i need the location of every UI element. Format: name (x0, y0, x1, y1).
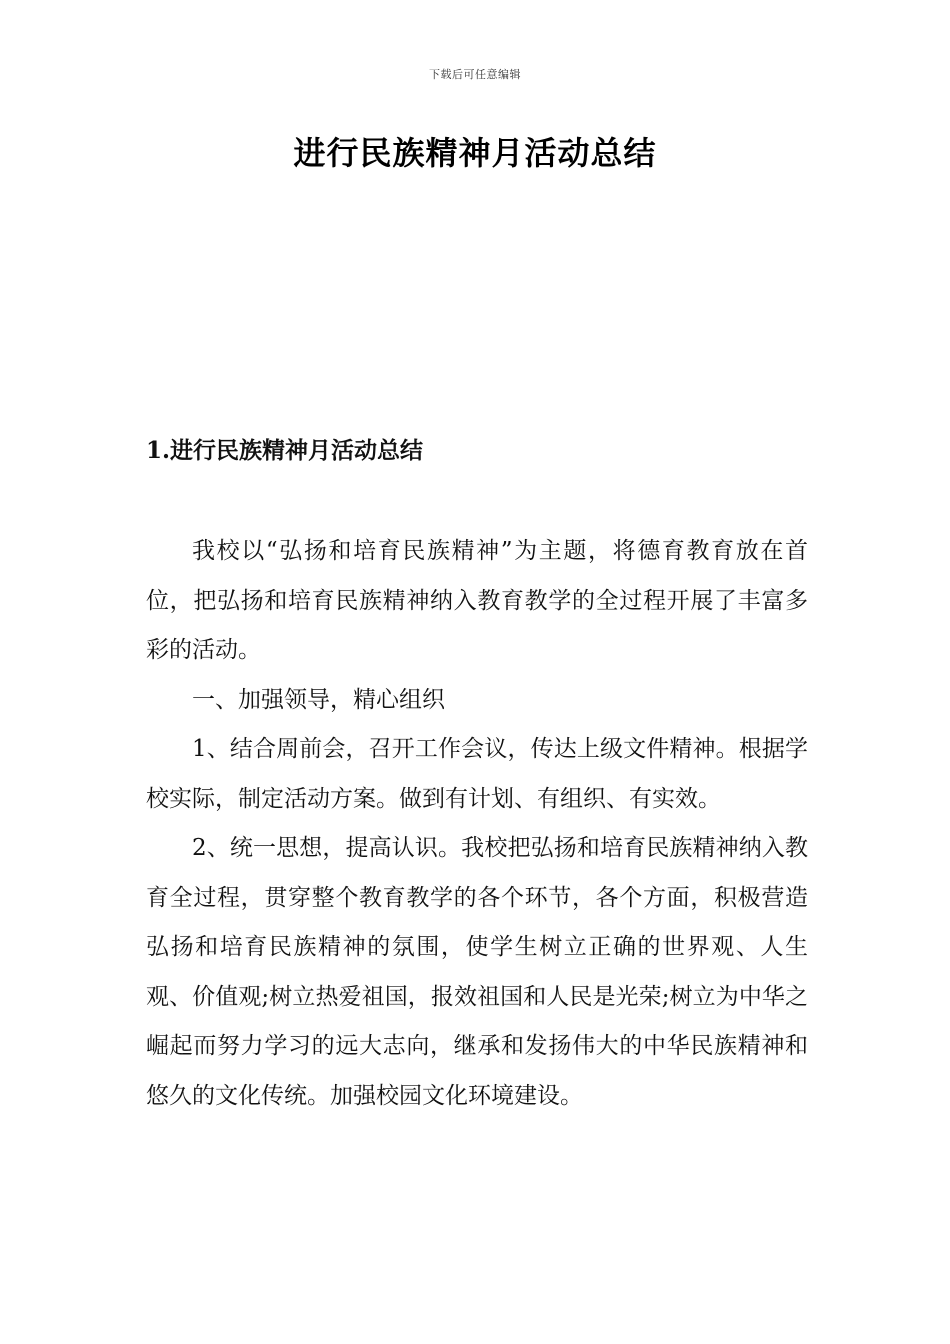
document-body (146, 527, 808, 1121)
document-title: 进行民族精神月活动总结 (293, 134, 657, 172)
section-heading: 1.进行民族精神月活动总结 (146, 437, 424, 464)
point-2-paragraph: 2、统一思想，提高认识。我校把弘扬和培育民族精神纳入教育全过程，贯穿整个教育教学的各个环节，各个方面，积极营造弘扬和培育民族精神的氛围，使学生树立正确的世界观、人生观、价值观;树立热爱祖国，报效祖国和人民是光荣;树立为中华之崛起而努力学习的远大志向，继承和发扬伟大的中华民族精神和悠久的文化传统。加强校园文化环境建设。 (146, 835, 808, 1109)
intro-paragraph: 我校以“弘扬和培育民族精神”为主题，将德育教育放在首位，把弘扬和培育民族精神纳入教育教学的全过程开展了丰富多彩的活动。 (146, 538, 808, 663)
header-note: 下载后可任意编辑 (429, 68, 521, 81)
point-1-paragraph: 1、结合周前会，召开工作会议，传达上级文件精神。根据学校实际，制定活动方案。做到有计划、有组织、有实效。 (146, 736, 808, 812)
subsection-heading: 一、加强领导，精心组织 (192, 686, 445, 713)
